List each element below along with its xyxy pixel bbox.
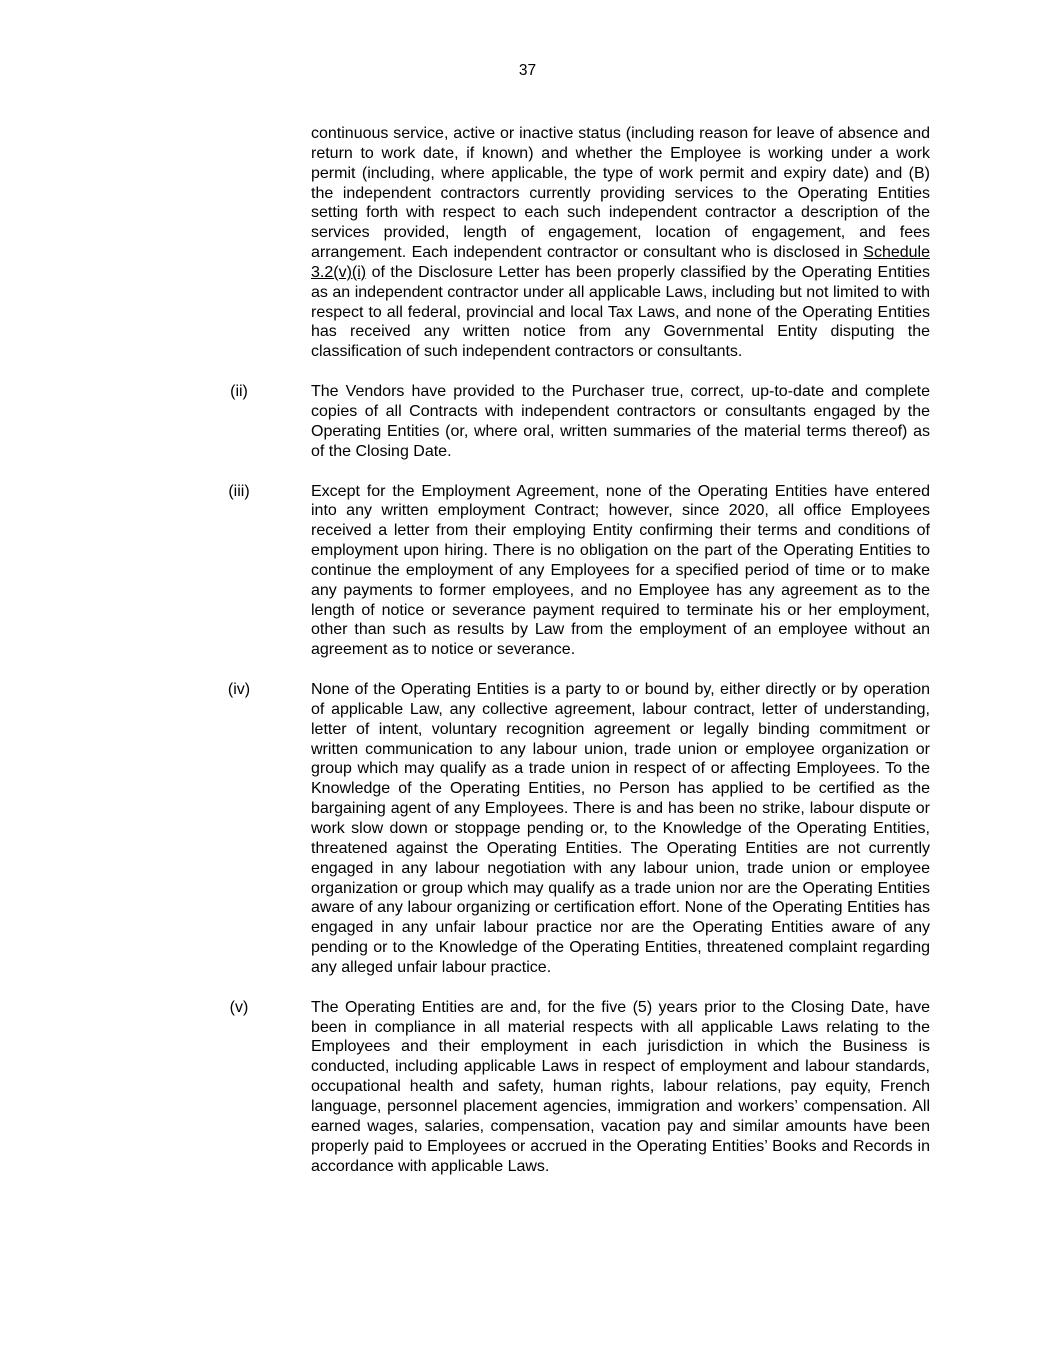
paragraph-text: Except for the Employment Agreement, none of the Operating Entities have entered into any written employment Contract; however, since 2020, all office Employees received a letter from their employing Entity confirming their terms and conditions of employment upon hiring. There is no obligation on the part of the Operating Entities to continue the employment of any Employees for a specified period of time or to make any payments to former employees, and no Employee has any agreement as to the length of notice or severance payment required to terminate his or her employment, other than such as results by Law from the employment of an employee without an agreement as to notice or severance. [311, 482, 930, 659]
paragraph-text-after-reference: of the Disclosure Letter has been properly classified by the Operating Entities as an independent contractor under all applicable Laws, including but not limited to with respect to all federal, provincial and local Tax Laws, and none of the Operating Entities has received any written notice from any Governmental Entity disputing the classification of such independent contractors or consultants. [311, 263, 930, 361]
paragraph-text-before-reference: continuous service, active or inactive status (including reason for leave of absence and return to work date, if known) and whether the Employee is working under a work permit (including, where applicable, the type of work permit and expiry date) and (B) the independent contractors currently providing services to the Operating Entities setting forth with respect to each such independent contractor a description of the services provided, length of engagement, location of engagement, and fees arrangement. Each independent contractor or consultant who is disclosed in [311, 125, 930, 262]
paragraph-text: The Operating Entities are and, for the five (5) years prior to the Closing Date, have been in compliance in all material respects with all applicable Laws relating to the Employees and their employment in each jurisdiction in which the Business is conducted, including applicable Laws in respect of employment and labour standards, occupational health and safety, human rights, labour relations, pay equity, French language, personnel placement agencies, immigration and workers’ compensation. All earned wages, salaries, compensation, vacation pay and similar amounts have been properly paid to Employees or accrued in the Operating Entities’ Books and Records in accordance with applicable Laws. [311, 998, 930, 1175]
paragraph-continuation [0, 124, 1055, 362]
paragraph-iii [0, 482, 1055, 661]
paragraph-marker: (iii) [228, 482, 250, 500]
paragraph-ii [0, 382, 1055, 461]
document-body [0, 124, 1055, 1196]
schedule-reference: Schedule 3.2(v)(i) [311, 244, 930, 281]
paragraph-text: None of the Operating Entities is a party to or bound by, either directly or by operation of applicable Law, any collective agreement, labour contract, letter of understanding, letter of intent, voluntary recognition agreement or legally binding commitment or written communication to any labour union, trade union or employee organization or group which may qualify as a trade union in respect of or affecting Employees. To the Knowledge of the Operating Entities, no Person has applied to be certified as the bargaining agent of any Employees. There is and has been no strike, labour dispute or work slow down or stoppage pending or, to the Knowledge of the Operating Entities, threatened against the Operating Entities. The Operating Entities are not currently engaged in any labour negotiation with any labour union, trade union or employee organization or group which may qualify as a trade union nor are the Operating Entities aware of any labour organizing or certification effort. None of the Operating Entities has engaged in any unfair labour practice nor are the Operating Entities aware of any pending or to the Knowledge of the Operating Entities, threatened complaint regarding any alleged unfair labour practice. [311, 681, 930, 976]
paragraph-marker: (v) [229, 998, 249, 1016]
paragraph-text: The Vendors have provided to the Purchaser true, correct, up-to-date and complete copies of all Contracts with independent contractors or consultants engaged by the Operating Entities (or, where oral, written summaries of the material terms thereof) as of the Closing Date. [311, 383, 930, 460]
paragraph-v [0, 998, 1055, 1177]
page-number: 37 [518, 62, 537, 79]
paragraph-iv [0, 680, 1055, 978]
paragraph-marker: (ii) [230, 383, 248, 401]
paragraph-marker: (iv) [227, 681, 251, 699]
paragraph-text [311, 124, 930, 362]
